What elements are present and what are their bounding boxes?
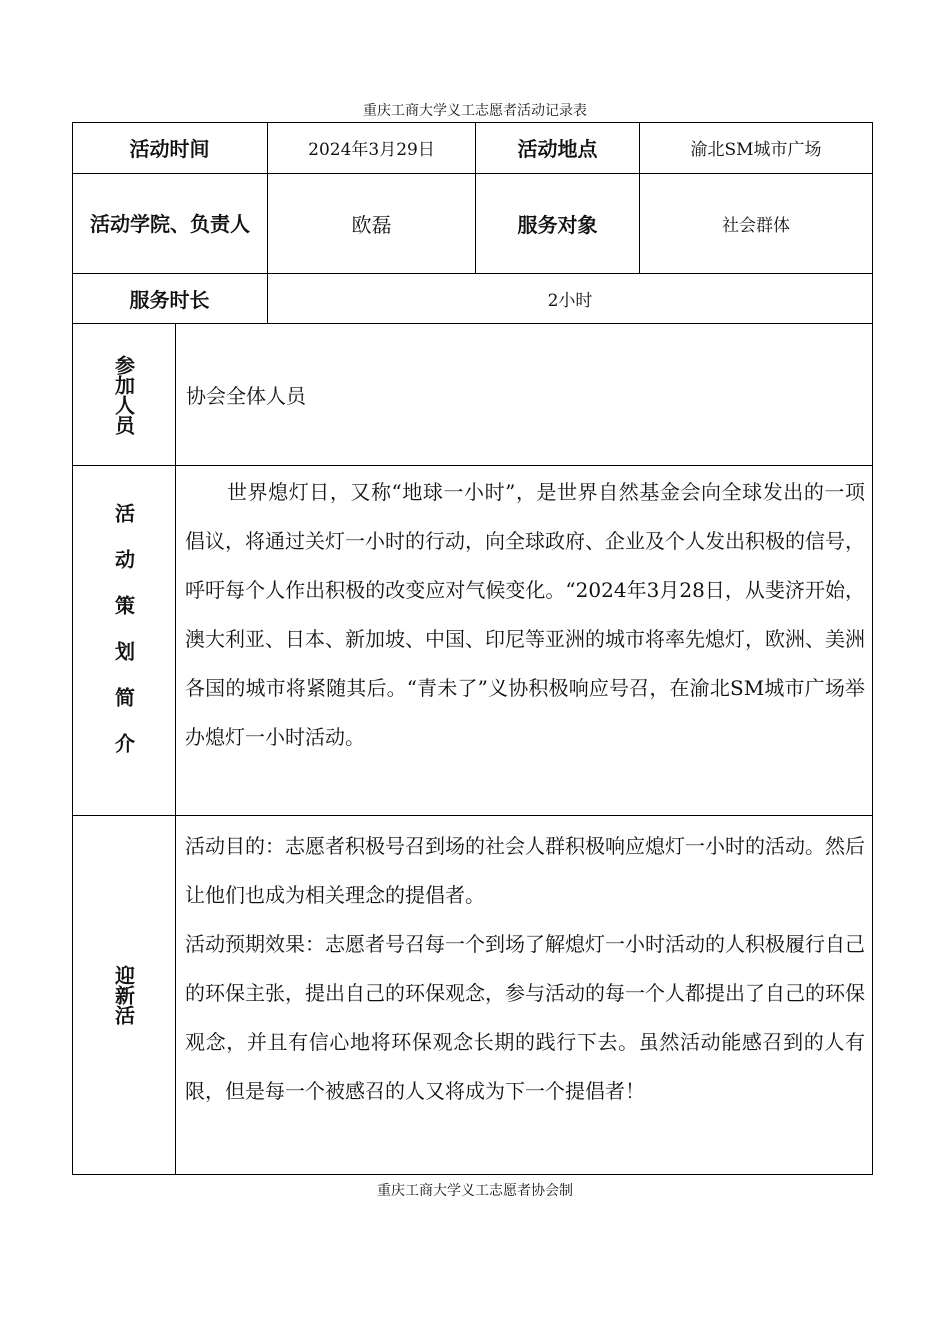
participants-value: 协会全体人员	[186, 384, 306, 408]
plan-label: 活动策划简介	[111, 502, 136, 779]
welcome-effect: 活动预期效果：志愿者号召每一个到场了解熄灯一小时活动的人积极履行自己的环保主张，提出自己的环保观念，参与活动的每一个人都提出了自己的环保观念，并且有信心地将环保观念长期的践行下去。虽然活动能感召到的人有限，但是每一个被感召的人又将成为下一个提倡者！	[185, 932, 865, 1103]
target-value: 社会群体	[722, 216, 790, 236]
welcome-purpose: 活动目的：志愿者积极号召到场的社会人群积极响应熄灯一小时的活动。然后让他们也成为相关理念的提倡者。	[185, 834, 865, 907]
duration-value: 2小时	[547, 291, 593, 311]
plan-text: 世界熄灯日，又称“地球一小时”，是世界自然基金会向全球发出的一项倡议，将通过关灯一小时的行动，向全球政府、企业及个人发出积极的信号，呼吁每个人作出积极的改变应对气候变化。“2024年3月28日，从斐济开始，澳大利亚、日本、新加坡、中国、印尼等亚洲的城市将率先熄灯，欧洲、美洲各国的城市将紧随其后。“青未了”义协积极响应号召，在渝北SM城市广场举办熄灯一小时活动。	[185, 480, 865, 749]
welcome-label: 迎新活	[111, 965, 136, 1025]
document-header: 重庆工商大学义工志愿者活动记录表	[363, 103, 587, 119]
document-footer: 重庆工商大学义工志愿者协会制	[377, 1183, 573, 1199]
time-label: 活动时间	[129, 137, 210, 161]
record-table	[72, 122, 873, 1175]
place-value: 渝北SM城市广场	[690, 140, 822, 160]
college-label: 活动学院、负责人	[90, 211, 250, 236]
participants-label: 参加人员	[111, 354, 136, 435]
place-label: 活动地点	[517, 137, 598, 161]
college-value: 欧磊	[351, 213, 392, 237]
target-label: 服务对象	[517, 213, 598, 237]
duration-label: 服务时长	[129, 288, 210, 312]
time-value: 2024年3月29日	[308, 140, 435, 160]
